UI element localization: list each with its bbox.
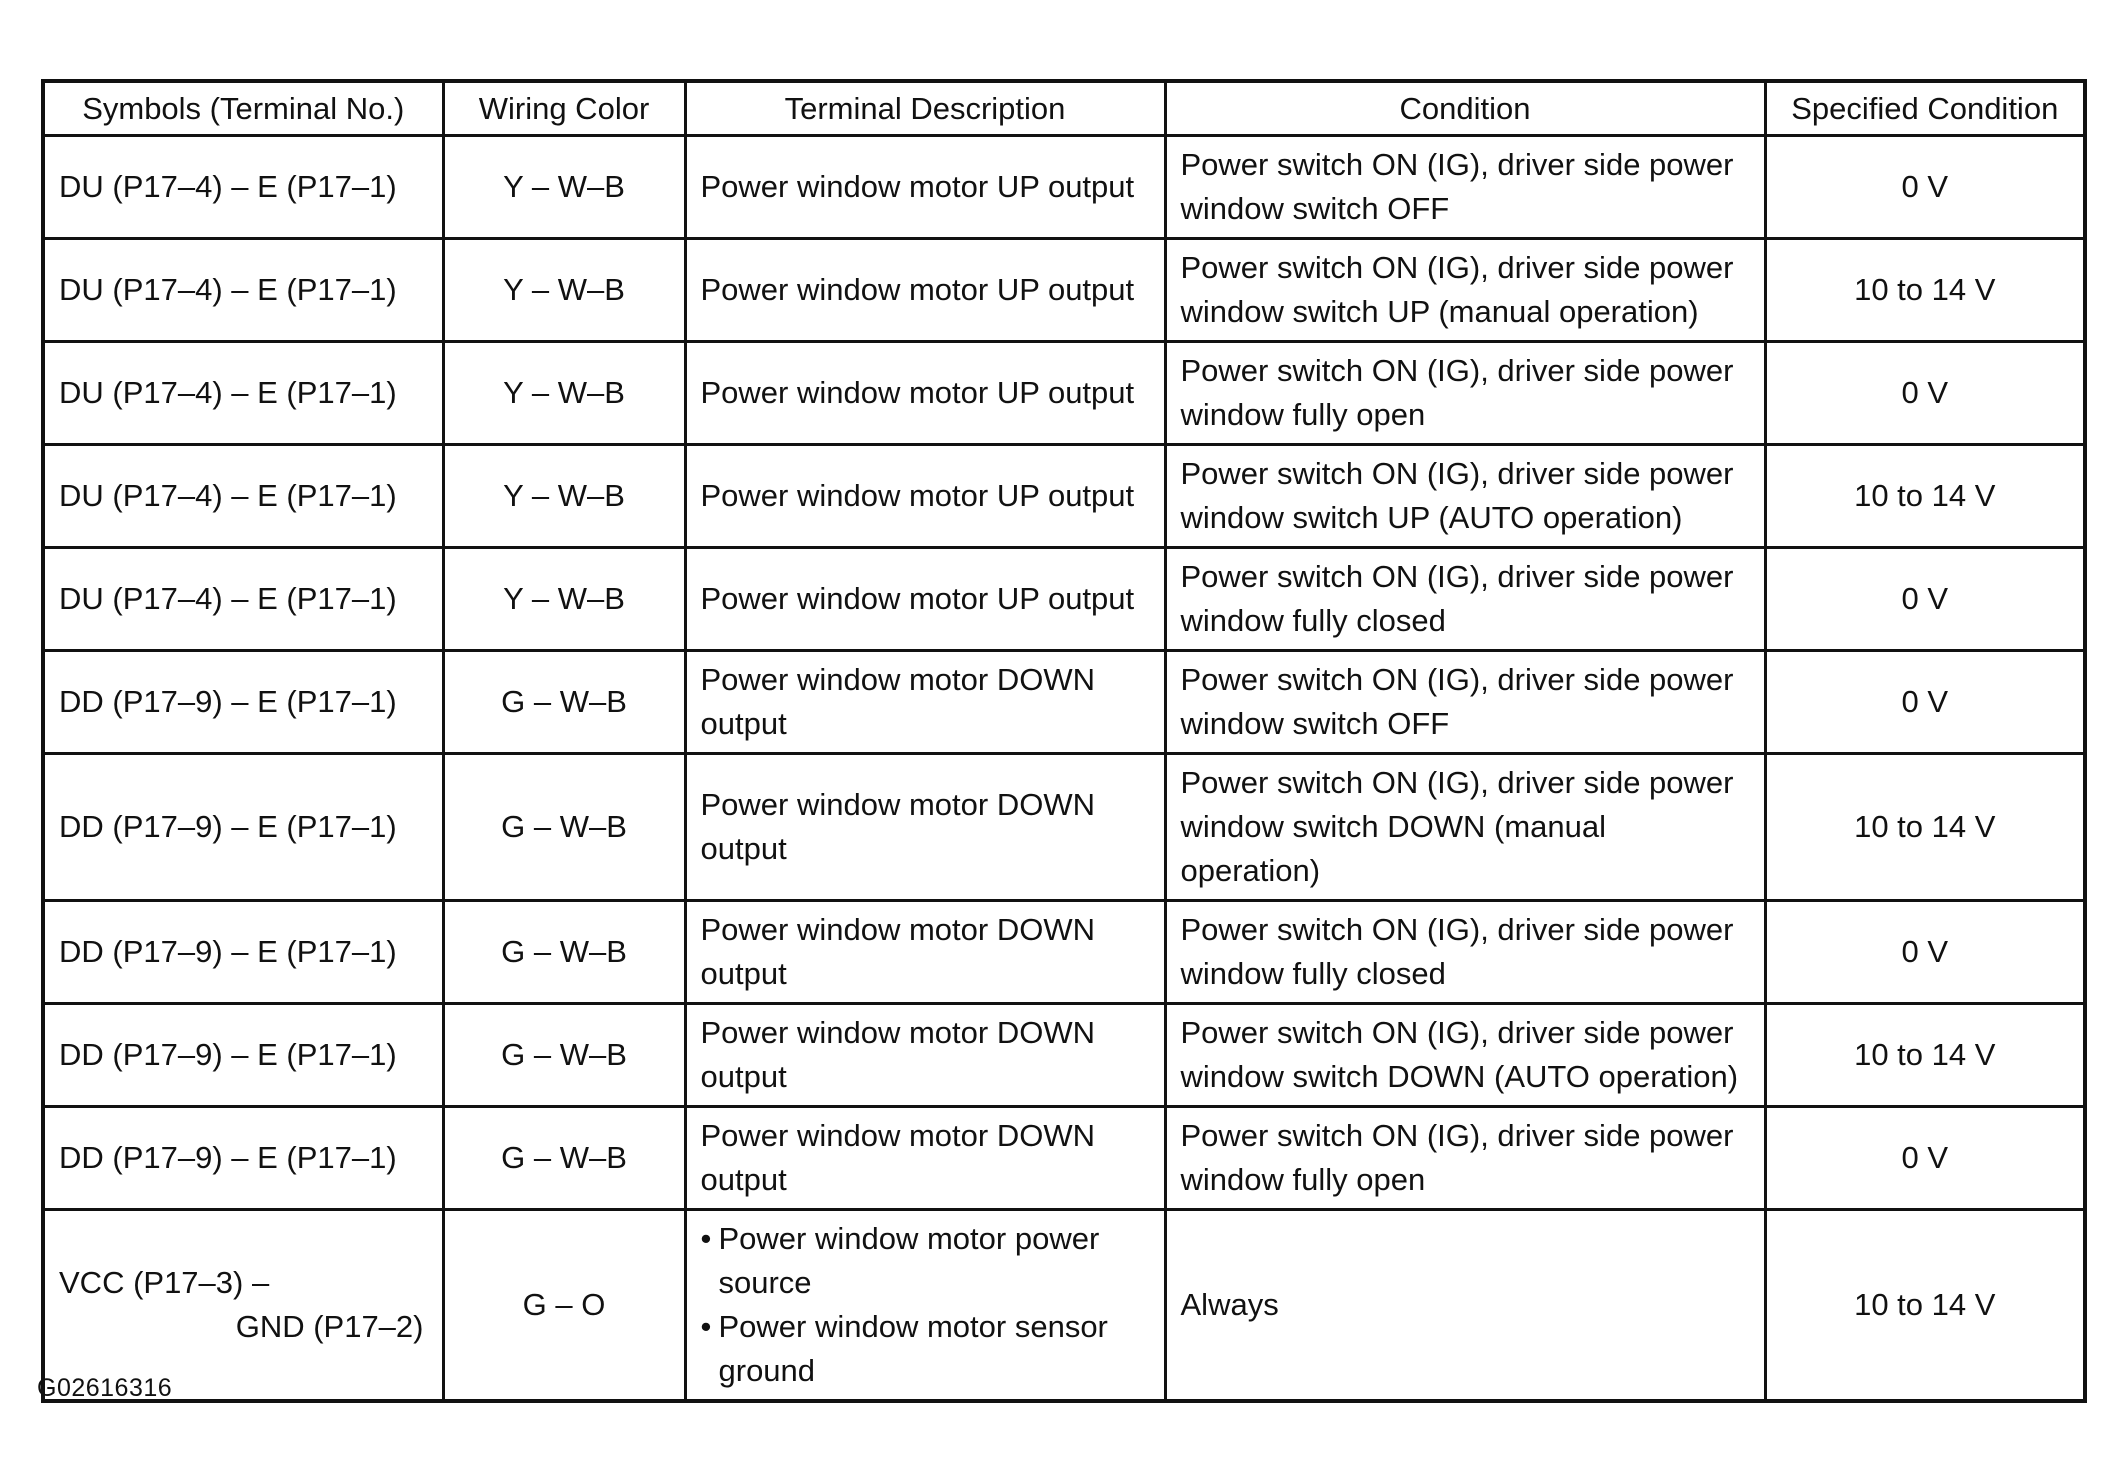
table-row: [43, 445, 2085, 548]
header-wiring-color: Wiring Color: [443, 81, 685, 136]
cell-symbols: DD (P17–9) – E (P17–1): [43, 754, 443, 901]
cell-terminal-description: Power window motor UP output: [685, 445, 1165, 548]
cell-wiring-color: Y – W–B: [443, 445, 685, 548]
cell-condition: Power switch ON (IG), driver side power window switch UP (manual operation): [1165, 239, 1765, 342]
cell-condition: Power switch ON (IG), driver side power window fully open: [1165, 342, 1765, 445]
cell-terminal-description: Power window motor DOWN output: [685, 754, 1165, 901]
table-row: [43, 1107, 2085, 1210]
cell-wiring-color: Y – W–B: [443, 548, 685, 651]
cell-wiring-color: G – W–B: [443, 901, 685, 1004]
cell-specified-condition: 10 to 14 V: [1765, 239, 2085, 342]
table-row: [43, 651, 2085, 754]
header-specified-condition: Specified Condition: [1765, 81, 2085, 136]
table-header-row: [43, 81, 2085, 136]
table-row: [43, 1210, 2085, 1402]
cell-specified-condition: 0 V: [1765, 1107, 2085, 1210]
cell-condition: Power switch ON (IG), driver side power window switch UP (AUTO operation): [1165, 445, 1765, 548]
cell-wiring-color: G – W–B: [443, 754, 685, 901]
terminal-spec-table: [41, 79, 2087, 1403]
cell-symbols-line1: VCC (P17–3) –: [59, 1265, 270, 1300]
cell-symbols: DU (P17–4) – E (P17–1): [43, 548, 443, 651]
cell-terminal-description: Power window motor DOWN output: [685, 1004, 1165, 1107]
header-condition: Condition: [1165, 81, 1765, 136]
cell-symbols: DD (P17–9) – E (P17–1): [43, 1107, 443, 1210]
cell-wiring-color: G – O: [443, 1210, 685, 1402]
cell-specified-condition: 10 to 14 V: [1765, 1210, 2085, 1402]
cell-specified-condition: 10 to 14 V: [1765, 1004, 2085, 1107]
cell-condition: Power switch ON (IG), driver side power window fully open: [1165, 1107, 1765, 1210]
cell-symbols: DU (P17–4) – E (P17–1): [43, 239, 443, 342]
table-row: [43, 754, 2085, 901]
table-row: [43, 548, 2085, 651]
table-row: [43, 136, 2085, 239]
cell-wiring-color: G – W–B: [443, 1004, 685, 1107]
cell-condition: Power switch ON (IG), driver side power window fully closed: [1165, 548, 1765, 651]
cell-symbols: DD (P17–9) – E (P17–1): [43, 1004, 443, 1107]
cell-symbols: DD (P17–9) – E (P17–1): [43, 901, 443, 1004]
cell-condition: Power switch ON (IG), driver side power window switch OFF: [1165, 651, 1765, 754]
cell-wiring-color: Y – W–B: [443, 136, 685, 239]
cell-terminal-description: Power window motor UP output: [685, 548, 1165, 651]
cell-terminal-description: [685, 1210, 1165, 1402]
cell-terminal-description: Power window motor UP output: [685, 136, 1165, 239]
cell-wiring-color: G – W–B: [443, 1107, 685, 1210]
table-row: [43, 901, 2085, 1004]
cell-symbols: DU (P17–4) – E (P17–1): [43, 136, 443, 239]
cell-condition: Power switch ON (IG), driver side power window fully closed: [1165, 901, 1765, 1004]
cell-condition: Power switch ON (IG), driver side power window switch DOWN (AUTO operation): [1165, 1004, 1765, 1107]
cell-specified-condition: 0 V: [1765, 136, 2085, 239]
cell-specified-condition: 0 V: [1765, 342, 2085, 445]
cell-terminal-description: Power window motor DOWN output: [685, 651, 1165, 754]
cell-wiring-color: Y – W–B: [443, 342, 685, 445]
header-terminal-description: Terminal Description: [685, 81, 1165, 136]
terminal-description-list: [701, 1217, 1150, 1393]
cell-wiring-color: G – W–B: [443, 651, 685, 754]
cell-wiring-color: Y – W–B: [443, 239, 685, 342]
table-row: [43, 239, 2085, 342]
cell-symbols: DD (P17–9) – E (P17–1): [43, 651, 443, 754]
cell-terminal-description: Power window motor DOWN output: [685, 901, 1165, 1004]
cell-specified-condition: 0 V: [1765, 548, 2085, 651]
table-row: [43, 342, 2085, 445]
cell-condition: Power switch ON (IG), driver side power window switch OFF: [1165, 136, 1765, 239]
cell-specified-condition: 10 to 14 V: [1765, 445, 2085, 548]
cell-terminal-description: Power window motor UP output: [685, 239, 1165, 342]
cell-symbols-line2: GND (P17–2): [235, 1309, 424, 1344]
list-item: • Power window motor sensor ground: [701, 1305, 1150, 1393]
cell-specified-condition: 10 to 14 V: [1765, 754, 2085, 901]
table-row: [43, 1004, 2085, 1107]
header-symbols: Symbols (Terminal No.): [43, 81, 443, 136]
cell-specified-condition: 0 V: [1765, 901, 2085, 1004]
cell-specified-condition: 0 V: [1765, 651, 2085, 754]
cell-symbols: DU (P17–4) – E (P17–1): [43, 342, 443, 445]
cell-condition: Always: [1165, 1210, 1765, 1402]
cell-condition: Power switch ON (IG), driver side power window switch DOWN (manual operation): [1165, 754, 1765, 901]
list-item: • Power window motor power source: [701, 1217, 1150, 1305]
cell-terminal-description: Power window motor UP output: [685, 342, 1165, 445]
figure-id-label: G02616316: [37, 1374, 173, 1402]
cell-symbols: DU (P17–4) – E (P17–1): [43, 445, 443, 548]
cell-terminal-description: Power window motor DOWN output: [685, 1107, 1165, 1210]
